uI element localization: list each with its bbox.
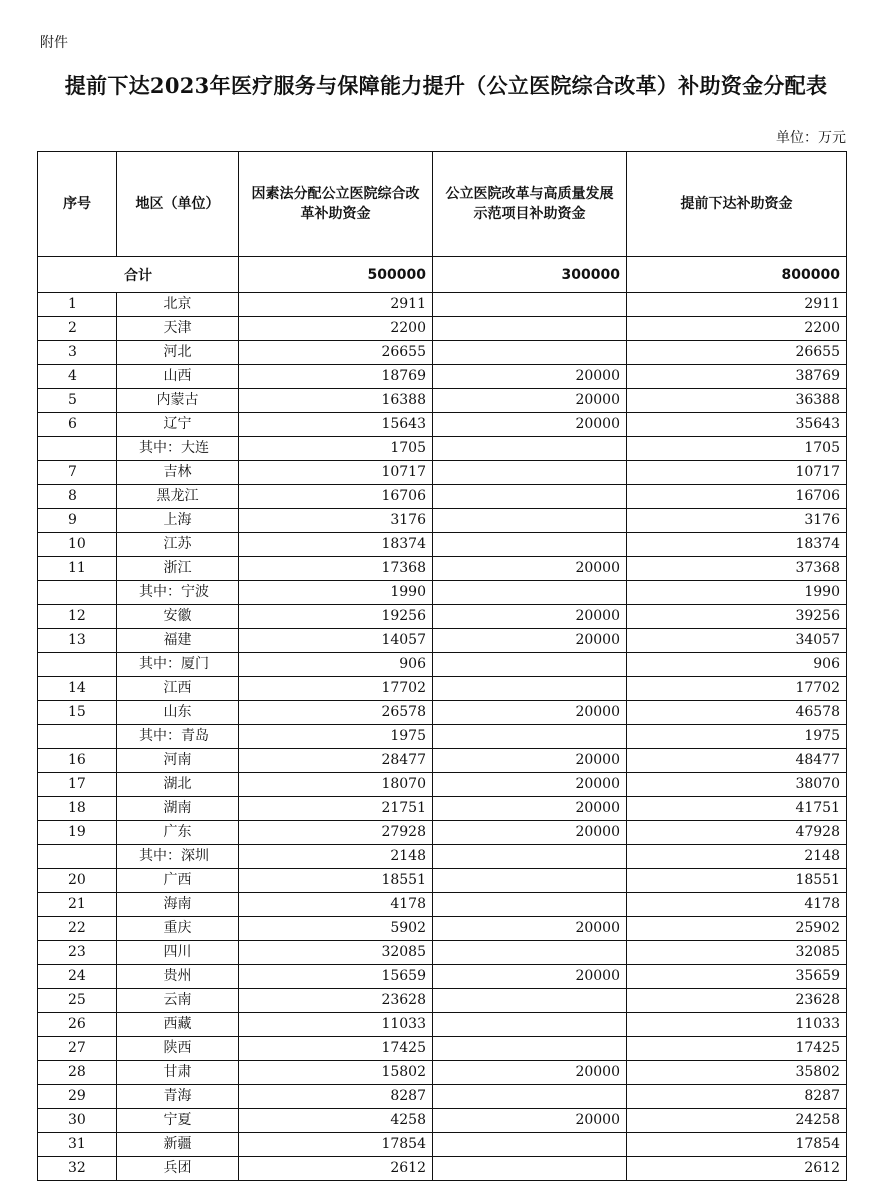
row-region: 宁夏 — [117, 1109, 239, 1133]
row-demo — [433, 437, 627, 461]
row-total: 2200 — [627, 317, 847, 341]
row-factor: 27928 — [239, 821, 433, 845]
row-demo — [433, 1085, 627, 1109]
row-factor: 17702 — [239, 677, 433, 701]
row-region: 广东 — [117, 821, 239, 845]
row-seq: 19 — [38, 821, 117, 845]
row-total: 2148 — [627, 845, 847, 869]
row-total: 11033 — [627, 1013, 847, 1037]
row-factor: 2612 — [239, 1157, 433, 1181]
row-total: 8287 — [627, 1085, 847, 1109]
row-seq: 29 — [38, 1085, 117, 1109]
row-total: 36388 — [627, 389, 847, 413]
row-factor: 26578 — [239, 701, 433, 725]
row-total: 17702 — [627, 677, 847, 701]
row-region: 浙江 — [117, 557, 239, 581]
row-factor: 18551 — [239, 869, 433, 893]
row-factor: 26655 — [239, 341, 433, 365]
table-row — [38, 1157, 847, 1181]
table-row — [38, 629, 847, 653]
row-total: 16706 — [627, 485, 847, 509]
row-factor: 14057 — [239, 629, 433, 653]
row-demo — [433, 509, 627, 533]
row-demo — [433, 461, 627, 485]
row-total: 48477 — [627, 749, 847, 773]
row-factor: 1975 — [239, 725, 433, 749]
row-region: 西藏 — [117, 1013, 239, 1037]
row-factor: 3176 — [239, 509, 433, 533]
table-row — [38, 437, 847, 461]
row-demo: 20000 — [433, 365, 627, 389]
row-seq: 11 — [38, 557, 117, 581]
row-demo: 20000 — [433, 797, 627, 821]
table-row — [38, 1085, 847, 1109]
row-total: 1975 — [627, 725, 847, 749]
row-demo — [433, 485, 627, 509]
row-region: 云南 — [117, 989, 239, 1013]
table-row — [38, 701, 847, 725]
table-row — [38, 893, 847, 917]
row-total: 4178 — [627, 893, 847, 917]
row-factor: 906 — [239, 653, 433, 677]
row-seq: 32 — [38, 1157, 117, 1181]
row-region: 其中：大连 — [117, 437, 239, 461]
table-row — [38, 773, 847, 797]
row-region: 山西 — [117, 365, 239, 389]
row-demo — [433, 317, 627, 341]
row-total: 38070 — [627, 773, 847, 797]
row-demo — [433, 653, 627, 677]
row-factor: 17854 — [239, 1133, 433, 1157]
table-row — [38, 941, 847, 965]
row-demo: 20000 — [433, 965, 627, 989]
row-total: 35659 — [627, 965, 847, 989]
row-demo: 20000 — [433, 749, 627, 773]
total-row — [38, 257, 847, 293]
row-demo: 20000 — [433, 389, 627, 413]
row-region: 北京 — [117, 293, 239, 317]
row-factor: 15643 — [239, 413, 433, 437]
row-total: 39256 — [627, 605, 847, 629]
row-seq: 13 — [38, 629, 117, 653]
row-demo — [433, 893, 627, 917]
row-total: 2911 — [627, 293, 847, 317]
row-demo — [433, 341, 627, 365]
row-region: 贵州 — [117, 965, 239, 989]
row-region: 兵团 — [117, 1157, 239, 1181]
table-row — [38, 389, 847, 413]
attachment-label: 附件 — [40, 35, 68, 51]
row-seq: 9 — [38, 509, 117, 533]
total-total: 800000 — [627, 257, 847, 293]
row-factor: 18769 — [239, 365, 433, 389]
row-seq: 15 — [38, 701, 117, 725]
table-row — [38, 1109, 847, 1133]
row-region: 重庆 — [117, 917, 239, 941]
row-seq: 5 — [38, 389, 117, 413]
row-seq — [38, 437, 117, 461]
row-factor: 1990 — [239, 581, 433, 605]
row-demo — [433, 845, 627, 869]
row-seq: 14 — [38, 677, 117, 701]
row-factor: 19256 — [239, 605, 433, 629]
row-region: 黑龙江 — [117, 485, 239, 509]
row-demo: 20000 — [433, 605, 627, 629]
row-region: 湖南 — [117, 797, 239, 821]
header-seq: 序号 — [38, 152, 117, 257]
row-seq — [38, 653, 117, 677]
row-seq: 22 — [38, 917, 117, 941]
row-factor: 5902 — [239, 917, 433, 941]
row-demo: 20000 — [433, 773, 627, 797]
row-total: 26655 — [627, 341, 847, 365]
row-region: 四川 — [117, 941, 239, 965]
table-row — [38, 845, 847, 869]
row-factor: 2911 — [239, 293, 433, 317]
row-region: 青海 — [117, 1085, 239, 1109]
row-region: 上海 — [117, 509, 239, 533]
allocation-table — [37, 151, 847, 1181]
row-seq: 17 — [38, 773, 117, 797]
row-region: 其中：青岛 — [117, 725, 239, 749]
table-row — [38, 1037, 847, 1061]
table-row — [38, 677, 847, 701]
row-region: 天津 — [117, 317, 239, 341]
row-demo: 20000 — [433, 917, 627, 941]
row-seq: 6 — [38, 413, 117, 437]
row-total: 3176 — [627, 509, 847, 533]
row-factor: 18070 — [239, 773, 433, 797]
row-factor: 10717 — [239, 461, 433, 485]
row-seq: 28 — [38, 1061, 117, 1085]
table-row — [38, 413, 847, 437]
row-factor: 18374 — [239, 533, 433, 557]
row-total: 34057 — [627, 629, 847, 653]
row-factor: 4178 — [239, 893, 433, 917]
row-demo — [433, 1037, 627, 1061]
row-total: 906 — [627, 653, 847, 677]
row-demo — [433, 941, 627, 965]
row-factor: 2200 — [239, 317, 433, 341]
row-demo — [433, 989, 627, 1013]
row-seq: 27 — [38, 1037, 117, 1061]
table-row — [38, 1133, 847, 1157]
row-seq: 10 — [38, 533, 117, 557]
row-region: 甘肃 — [117, 1061, 239, 1085]
row-demo — [433, 1133, 627, 1157]
table-row — [38, 653, 847, 677]
row-region: 海南 — [117, 893, 239, 917]
total-factor: 500000 — [239, 257, 433, 293]
row-seq: 3 — [38, 341, 117, 365]
row-region: 其中：宁波 — [117, 581, 239, 605]
row-total: 17425 — [627, 1037, 847, 1061]
row-total: 32085 — [627, 941, 847, 965]
row-seq — [38, 845, 117, 869]
row-total: 23628 — [627, 989, 847, 1013]
row-factor: 8287 — [239, 1085, 433, 1109]
table-row — [38, 509, 847, 533]
row-seq: 1 — [38, 293, 117, 317]
row-demo — [433, 1157, 627, 1181]
row-region: 湖北 — [117, 773, 239, 797]
row-total: 24258 — [627, 1109, 847, 1133]
table-row — [38, 917, 847, 941]
row-demo — [433, 581, 627, 605]
row-region: 内蒙古 — [117, 389, 239, 413]
row-region: 辽宁 — [117, 413, 239, 437]
row-total: 47928 — [627, 821, 847, 845]
table-row — [38, 965, 847, 989]
row-region: 安徽 — [117, 605, 239, 629]
row-total: 46578 — [627, 701, 847, 725]
row-seq: 24 — [38, 965, 117, 989]
row-demo: 20000 — [433, 1109, 627, 1133]
row-demo: 20000 — [433, 557, 627, 581]
total-label: 合计 — [38, 257, 239, 293]
row-factor: 17425 — [239, 1037, 433, 1061]
row-demo — [433, 533, 627, 557]
row-total: 17854 — [627, 1133, 847, 1157]
row-demo — [433, 869, 627, 893]
row-total: 2612 — [627, 1157, 847, 1181]
table-row — [38, 725, 847, 749]
table-row — [38, 869, 847, 893]
row-seq — [38, 581, 117, 605]
header-factor-funds: 因素法分配公立医院综合改革补助资金 — [239, 152, 433, 257]
row-demo: 20000 — [433, 1061, 627, 1085]
row-factor: 17368 — [239, 557, 433, 581]
header-total-funds: 提前下达补助资金 — [627, 152, 847, 257]
row-demo — [433, 1013, 627, 1037]
table-row — [38, 749, 847, 773]
table-row — [38, 1061, 847, 1085]
row-region: 江西 — [117, 677, 239, 701]
row-factor: 28477 — [239, 749, 433, 773]
row-region: 河北 — [117, 341, 239, 365]
table-row — [38, 797, 847, 821]
row-seq: 4 — [38, 365, 117, 389]
row-region: 其中：深圳 — [117, 845, 239, 869]
table-row — [38, 341, 847, 365]
table-row — [38, 557, 847, 581]
row-seq: 21 — [38, 893, 117, 917]
page-title: 提前下达2023年医疗服务与保障能力提升（公立医院综合改革）补助资金分配表 — [64, 73, 828, 98]
row-total: 18374 — [627, 533, 847, 557]
row-factor: 21751 — [239, 797, 433, 821]
row-total: 41751 — [627, 797, 847, 821]
table-row — [38, 293, 847, 317]
row-region: 江苏 — [117, 533, 239, 557]
row-region: 吉林 — [117, 461, 239, 485]
row-seq: 8 — [38, 485, 117, 509]
header-row — [38, 152, 847, 257]
table-row — [38, 461, 847, 485]
total-demo: 300000 — [433, 257, 627, 293]
row-region: 山东 — [117, 701, 239, 725]
row-seq: 18 — [38, 797, 117, 821]
row-factor: 32085 — [239, 941, 433, 965]
unit-label: 单位：万元 — [776, 130, 846, 146]
row-region: 陕西 — [117, 1037, 239, 1061]
row-factor: 15802 — [239, 1061, 433, 1085]
row-region: 其中：厦门 — [117, 653, 239, 677]
row-total: 38769 — [627, 365, 847, 389]
row-factor: 11033 — [239, 1013, 433, 1037]
row-factor: 2148 — [239, 845, 433, 869]
row-total: 37368 — [627, 557, 847, 581]
header-demo-funds: 公立医院改革与高质量发展示范项目补助资金 — [433, 152, 627, 257]
row-demo — [433, 293, 627, 317]
row-total: 35802 — [627, 1061, 847, 1085]
row-demo: 20000 — [433, 821, 627, 845]
row-total: 1705 — [627, 437, 847, 461]
table-row — [38, 533, 847, 557]
row-seq: 23 — [38, 941, 117, 965]
row-seq: 25 — [38, 989, 117, 1013]
table-row — [38, 989, 847, 1013]
header-region: 地区（单位） — [117, 152, 239, 257]
row-seq: 2 — [38, 317, 117, 341]
row-seq: 12 — [38, 605, 117, 629]
row-factor: 23628 — [239, 989, 433, 1013]
row-region: 新疆 — [117, 1133, 239, 1157]
row-factor: 16388 — [239, 389, 433, 413]
row-factor: 1705 — [239, 437, 433, 461]
row-region: 广西 — [117, 869, 239, 893]
row-demo — [433, 677, 627, 701]
row-seq: 31 — [38, 1133, 117, 1157]
table-row — [38, 821, 847, 845]
row-total: 35643 — [627, 413, 847, 437]
row-demo: 20000 — [433, 413, 627, 437]
table-row — [38, 485, 847, 509]
table-row — [38, 581, 847, 605]
row-seq: 26 — [38, 1013, 117, 1037]
row-demo: 20000 — [433, 701, 627, 725]
row-demo — [433, 725, 627, 749]
row-demo: 20000 — [433, 629, 627, 653]
row-region: 河南 — [117, 749, 239, 773]
table-row — [38, 365, 847, 389]
table-row — [38, 1013, 847, 1037]
row-total: 10717 — [627, 461, 847, 485]
row-total: 18551 — [627, 869, 847, 893]
row-factor: 15659 — [239, 965, 433, 989]
table-row — [38, 317, 847, 341]
row-factor: 4258 — [239, 1109, 433, 1133]
row-seq: 7 — [38, 461, 117, 485]
row-region: 福建 — [117, 629, 239, 653]
table-row — [38, 605, 847, 629]
row-seq: 20 — [38, 869, 117, 893]
row-seq — [38, 725, 117, 749]
row-total: 25902 — [627, 917, 847, 941]
row-seq: 30 — [38, 1109, 117, 1133]
row-factor: 16706 — [239, 485, 433, 509]
row-total: 1990 — [627, 581, 847, 605]
row-seq: 16 — [38, 749, 117, 773]
